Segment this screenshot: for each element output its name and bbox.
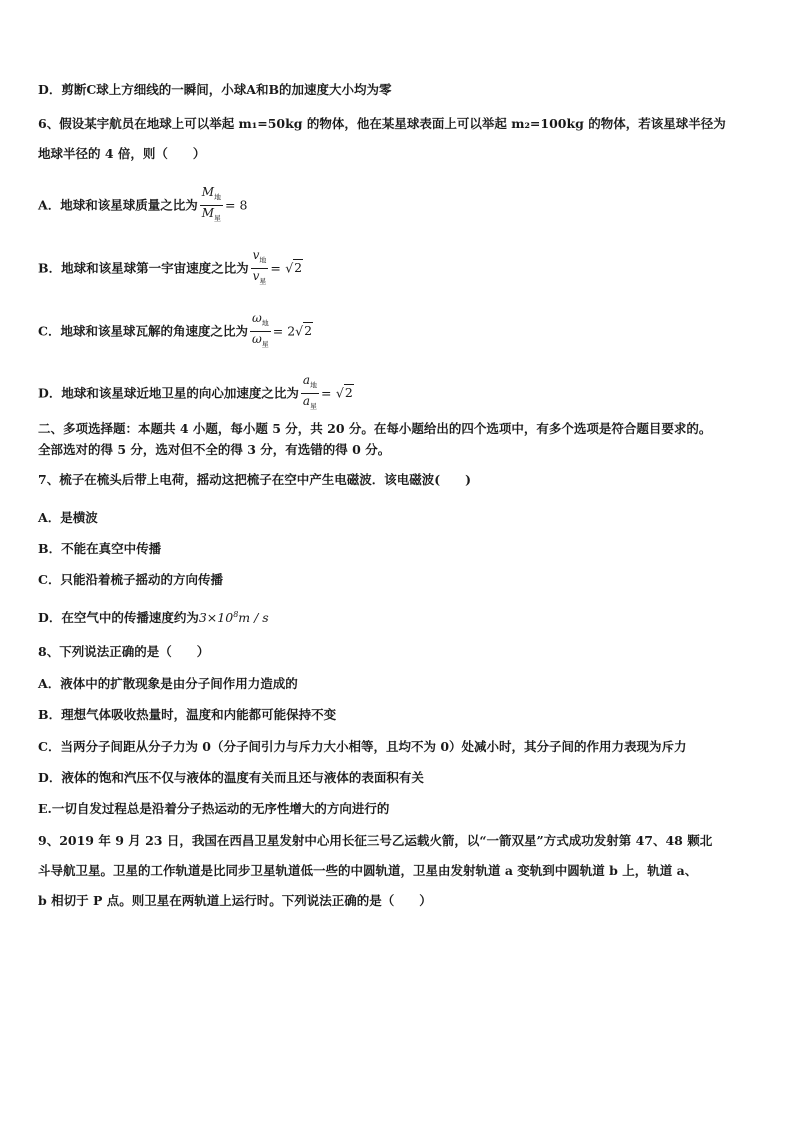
- q6a-value: = 8: [225, 197, 248, 213]
- q7-option-b: B．不能在真空中传播: [38, 541, 162, 556]
- q6-option-d: D．地球和该星球近地卫星的向心加速度之比为 $\frac{a_地}{a_星}$ = √2: [38, 373, 354, 415]
- q7-option-c: C．只能沿着梳子摇动的方向传播: [38, 572, 223, 587]
- q6b-text: B．地球和该星球第一宇宙速度之比为: [38, 260, 249, 276]
- q6a-text: A．地球和该星球质量之比为: [38, 197, 198, 213]
- q8-option-c: C．当两分子间距从分子力为 0（分子间引力与斥力大小相等，且均不为 0）处减小时，其分子间的作用力表现为斥力: [38, 739, 687, 754]
- q7-option-d: D．在空气中的传播速度约为$3\times 10^8m / s$: [38, 610, 269, 626]
- q6-option-c: C．地球和该星球瓦解的角速度之比为 $\frac{\omega_地}{\omega_星}$ = 2√2: [38, 311, 313, 353]
- section2-heading-line2: 全部选对的得 5 分，选对但不全的得 3 分，有选错的得 0 分。: [38, 442, 391, 457]
- q7-stem: 7、梳子在梳头后带上电荷，摇动这把梳子在空中产生电磁波．该电磁波( ): [38, 472, 472, 487]
- q6c-text: C．地球和该星球瓦解的角速度之比为: [38, 323, 248, 339]
- section2-heading-line1: 二、多项选择题：本题共 4 小题，每小题 5 分，共 20 分。在每小题给出的四个选项中，有多个选项是符合题目要求的。: [38, 421, 712, 436]
- q8-option-b: B．理想气体吸收热量时，温度和内能都可能保持不变: [38, 707, 337, 722]
- q8-option-e: E.一切自发过程总是沿着分子热运动的无序性增大的方向进行的: [38, 801, 390, 816]
- q6d-value: √2: [335, 385, 353, 401]
- q8-option-d: D．液体的饱和汽压不仅与液体的温度有关而且还与液体的表面积有关: [38, 770, 424, 785]
- q6b-fraction: $\frac{v_地}{v_星}$: [252, 248, 267, 286]
- q9-stem-line2: 斗导航卫星。卫星的工作轨道是比同步卫星轨道低一些的中圆轨道，卫星由发射轨道 a 变轨到中圆轨道 b 上，轨道 a、: [38, 863, 698, 878]
- q7-option-a: A．是横波: [38, 510, 98, 525]
- q6-option-b: B．地球和该星球第一宇宙速度之比为 $\frac{v_地}{v_星}$ = √2: [38, 248, 303, 290]
- q6-option-a: [38, 185, 247, 227]
- q6d-text: D．地球和该星球近地卫星的向心加速度之比为: [38, 385, 299, 401]
- q9-stem-line1: 9、2019 年 9 月 23 日，我国在西昌卫星发射中心用长征三号乙运载火箭，以“一箭双星”方式成功发射第 47、48 颗北: [38, 833, 713, 848]
- q5-option-d: D．剪断C球上方细线的一瞬间，小球A和B的加速度大小均为零: [38, 82, 392, 97]
- q6b-value: √2: [285, 260, 303, 276]
- q6a-fraction: $\frac{M_地}{M_星}$: [201, 185, 221, 223]
- q8-stem: 8、下列说法正确的是（ ）: [38, 644, 210, 659]
- q6-stem-line1: 6、假设某宇航员在地球上可以举起 m₁=50kg 的物体，他在某星球表面上可以举起 m₂=100kg 的物体，若该星球半径为: [38, 116, 726, 131]
- q8-option-a: A．液体中的扩散现象是由分子间作用力造成的: [38, 676, 298, 691]
- q9-stem-line3: b 相切于 P 点。则卫星在两轨道上运行时。下列说法正确的是（ ）: [38, 893, 432, 908]
- q7d-value: $3\times 10^8m / s$: [198, 610, 269, 626]
- q6c-fraction: $\frac{\omega_地}{\omega_星}$: [251, 311, 269, 349]
- q6d-fraction: $\frac{a_地}{a_星}$: [302, 373, 317, 411]
- q6-stem-line2: 地球半径的 4 倍，则（ ）: [38, 146, 206, 161]
- q6c-value: √2: [295, 323, 313, 339]
